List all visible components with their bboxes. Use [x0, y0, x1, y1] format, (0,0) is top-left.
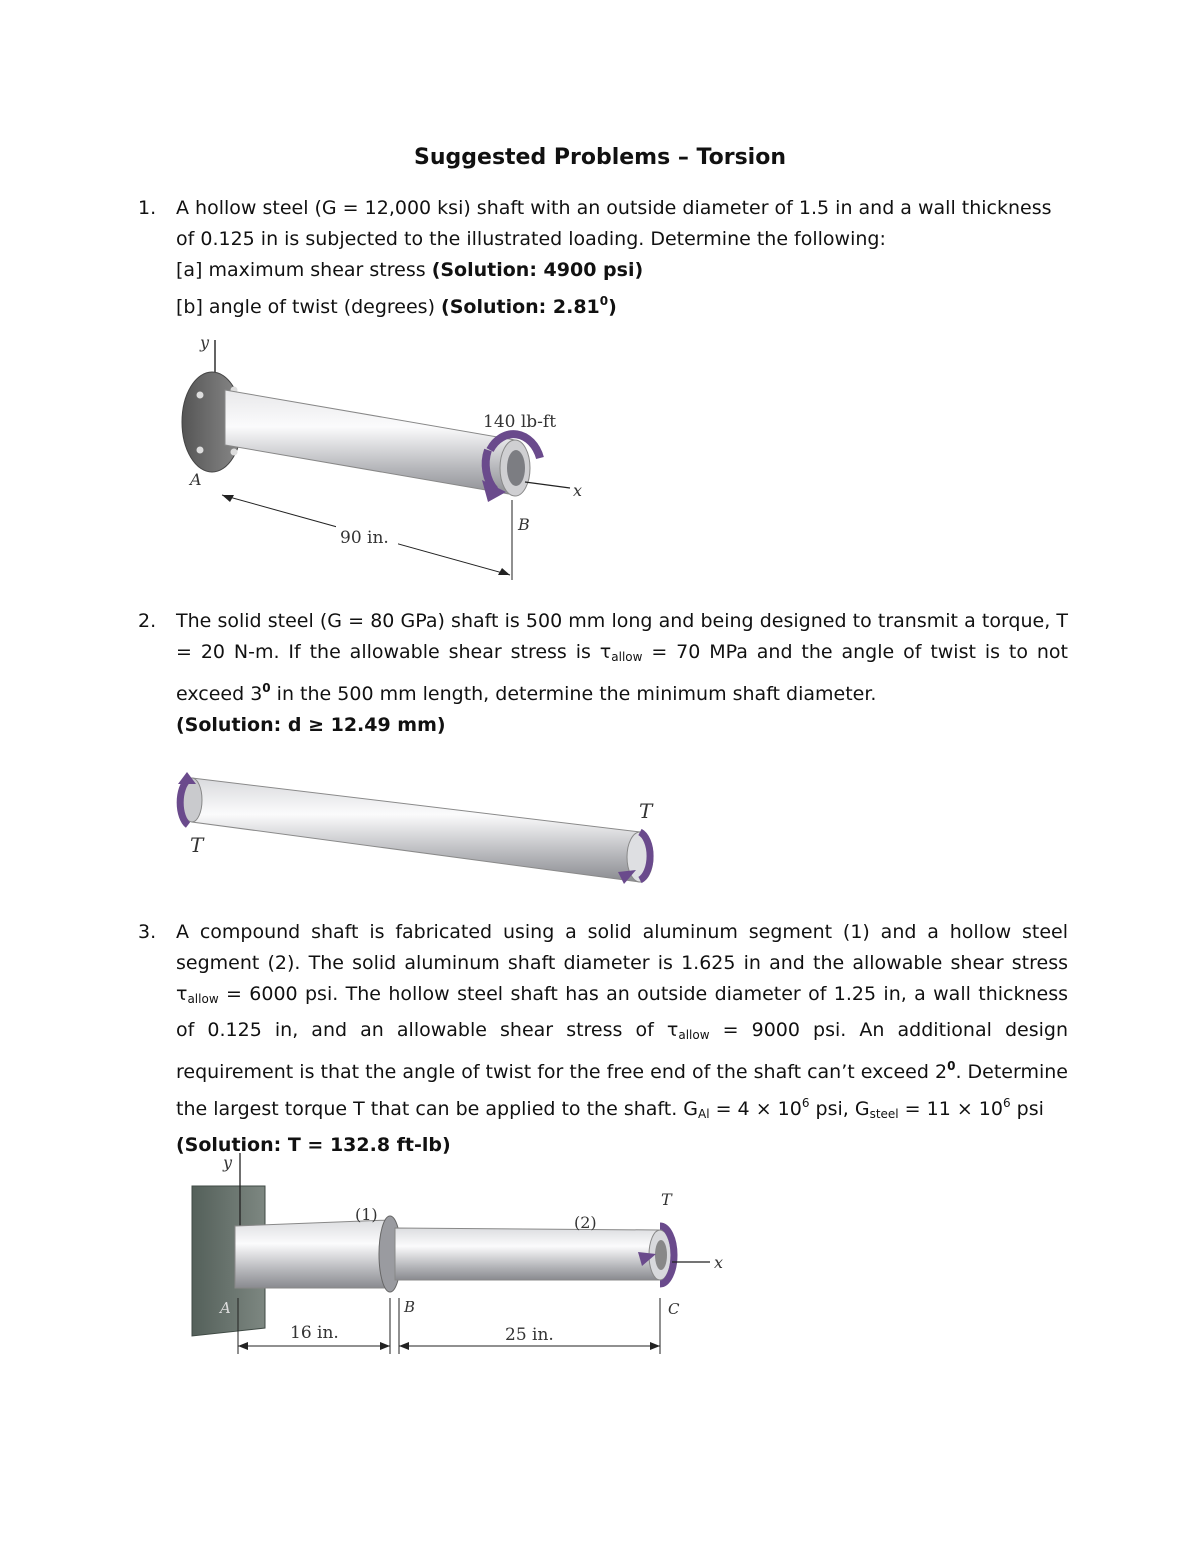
problem-solution: (Solution: d ≥ 12.49 mm)	[176, 714, 446, 736]
page-title: Suggested Problems – Torsion	[414, 145, 786, 170]
x-axis-label: x	[714, 1253, 724, 1272]
torque-label: 140 lb-ft	[483, 412, 557, 432]
problem-number: 1.	[138, 197, 157, 219]
length-1-label: 16 in.	[290, 1323, 339, 1343]
part-a	[176, 255, 1068, 286]
torque-label-left: T	[190, 833, 204, 857]
part-a-text: [a] maximum shear stress	[176, 259, 426, 281]
problem-text	[176, 193, 1068, 323]
point-c-label: C	[668, 1300, 680, 1318]
figure-hollow-shaft	[170, 330, 620, 590]
figure-compound-shaft	[180, 1148, 740, 1363]
point-b-label: B	[404, 1298, 416, 1316]
point-a-label: A	[190, 470, 202, 489]
figure-solid-shaft	[170, 770, 670, 905]
problem-number: 3.	[138, 921, 157, 943]
problem-text: The solid steel (G = 80 GPa) shaft is 500 mm long and being designed to transmit a torque, T = 20 N-m. If the allowable shear stress is $\tau_{allow} = 70$ MPa and the angle of twist is to not exceed $3^0$ in the 500 mm length, determine the minimum shaft diameter.	[176, 610, 1068, 705]
length-2-label: 25 in.	[505, 1325, 554, 1345]
problem-line: of 0.125 in is subjected to the illustrated loading. Determine the following:	[176, 228, 886, 250]
torque-label-right: T	[639, 799, 653, 823]
problem-solution: (Solution: T = 132.8 ft-lb)	[176, 1134, 451, 1156]
problem-number: 2.	[138, 610, 157, 632]
problem-line: A hollow steel (G = 12,000 ksi) shaft with an outside diameter of 1.5 in and a wall thickness	[176, 197, 1052, 219]
point-a-label: A	[220, 1299, 231, 1317]
x-axis-label: x	[573, 481, 583, 500]
problem-2	[138, 606, 1068, 741]
length-label: 90 in.	[340, 528, 389, 548]
part-b	[176, 286, 1068, 323]
torque-label: T	[661, 1190, 672, 1209]
part-b-solution: (Solution: 2.81$^0$)	[441, 294, 617, 318]
point-b-label: B	[518, 515, 530, 534]
segment-2-label: (2)	[574, 1213, 597, 1232]
problem-3	[138, 917, 1068, 1161]
problem-text: A compound shaft is fabricated using a solid aluminum segment (1) and a hollow steel segment (2). The solid aluminum shaft diameter is 1.625 in and the allowable shear stress $\tau_{allow} = 6000$ psi. The hollow steel shaft has an outside diameter of 1.25 in, a wall thickness of 0.125 in, and an allowable shear stress of $\tau_{allow} = 9000$ psi. An additional design requirement is that the angle of twist for the free end of the shaft can’t exceed $2^0$. Determine the largest torque T that can be applied to the shaft. $G_{Al} = 4 \times 10^6$ psi, $G_{steel} = 11 \times 10^6$ psi	[176, 921, 1068, 1121]
problem-1	[138, 193, 1068, 323]
part-b-text: [b] angle of twist (degrees)	[176, 296, 435, 318]
part-a-solution: (Solution: 4900 psi)	[431, 259, 644, 281]
y-axis-label: y	[200, 333, 210, 352]
segment-1-label: (1)	[355, 1205, 378, 1224]
y-axis-label: y	[223, 1153, 233, 1172]
